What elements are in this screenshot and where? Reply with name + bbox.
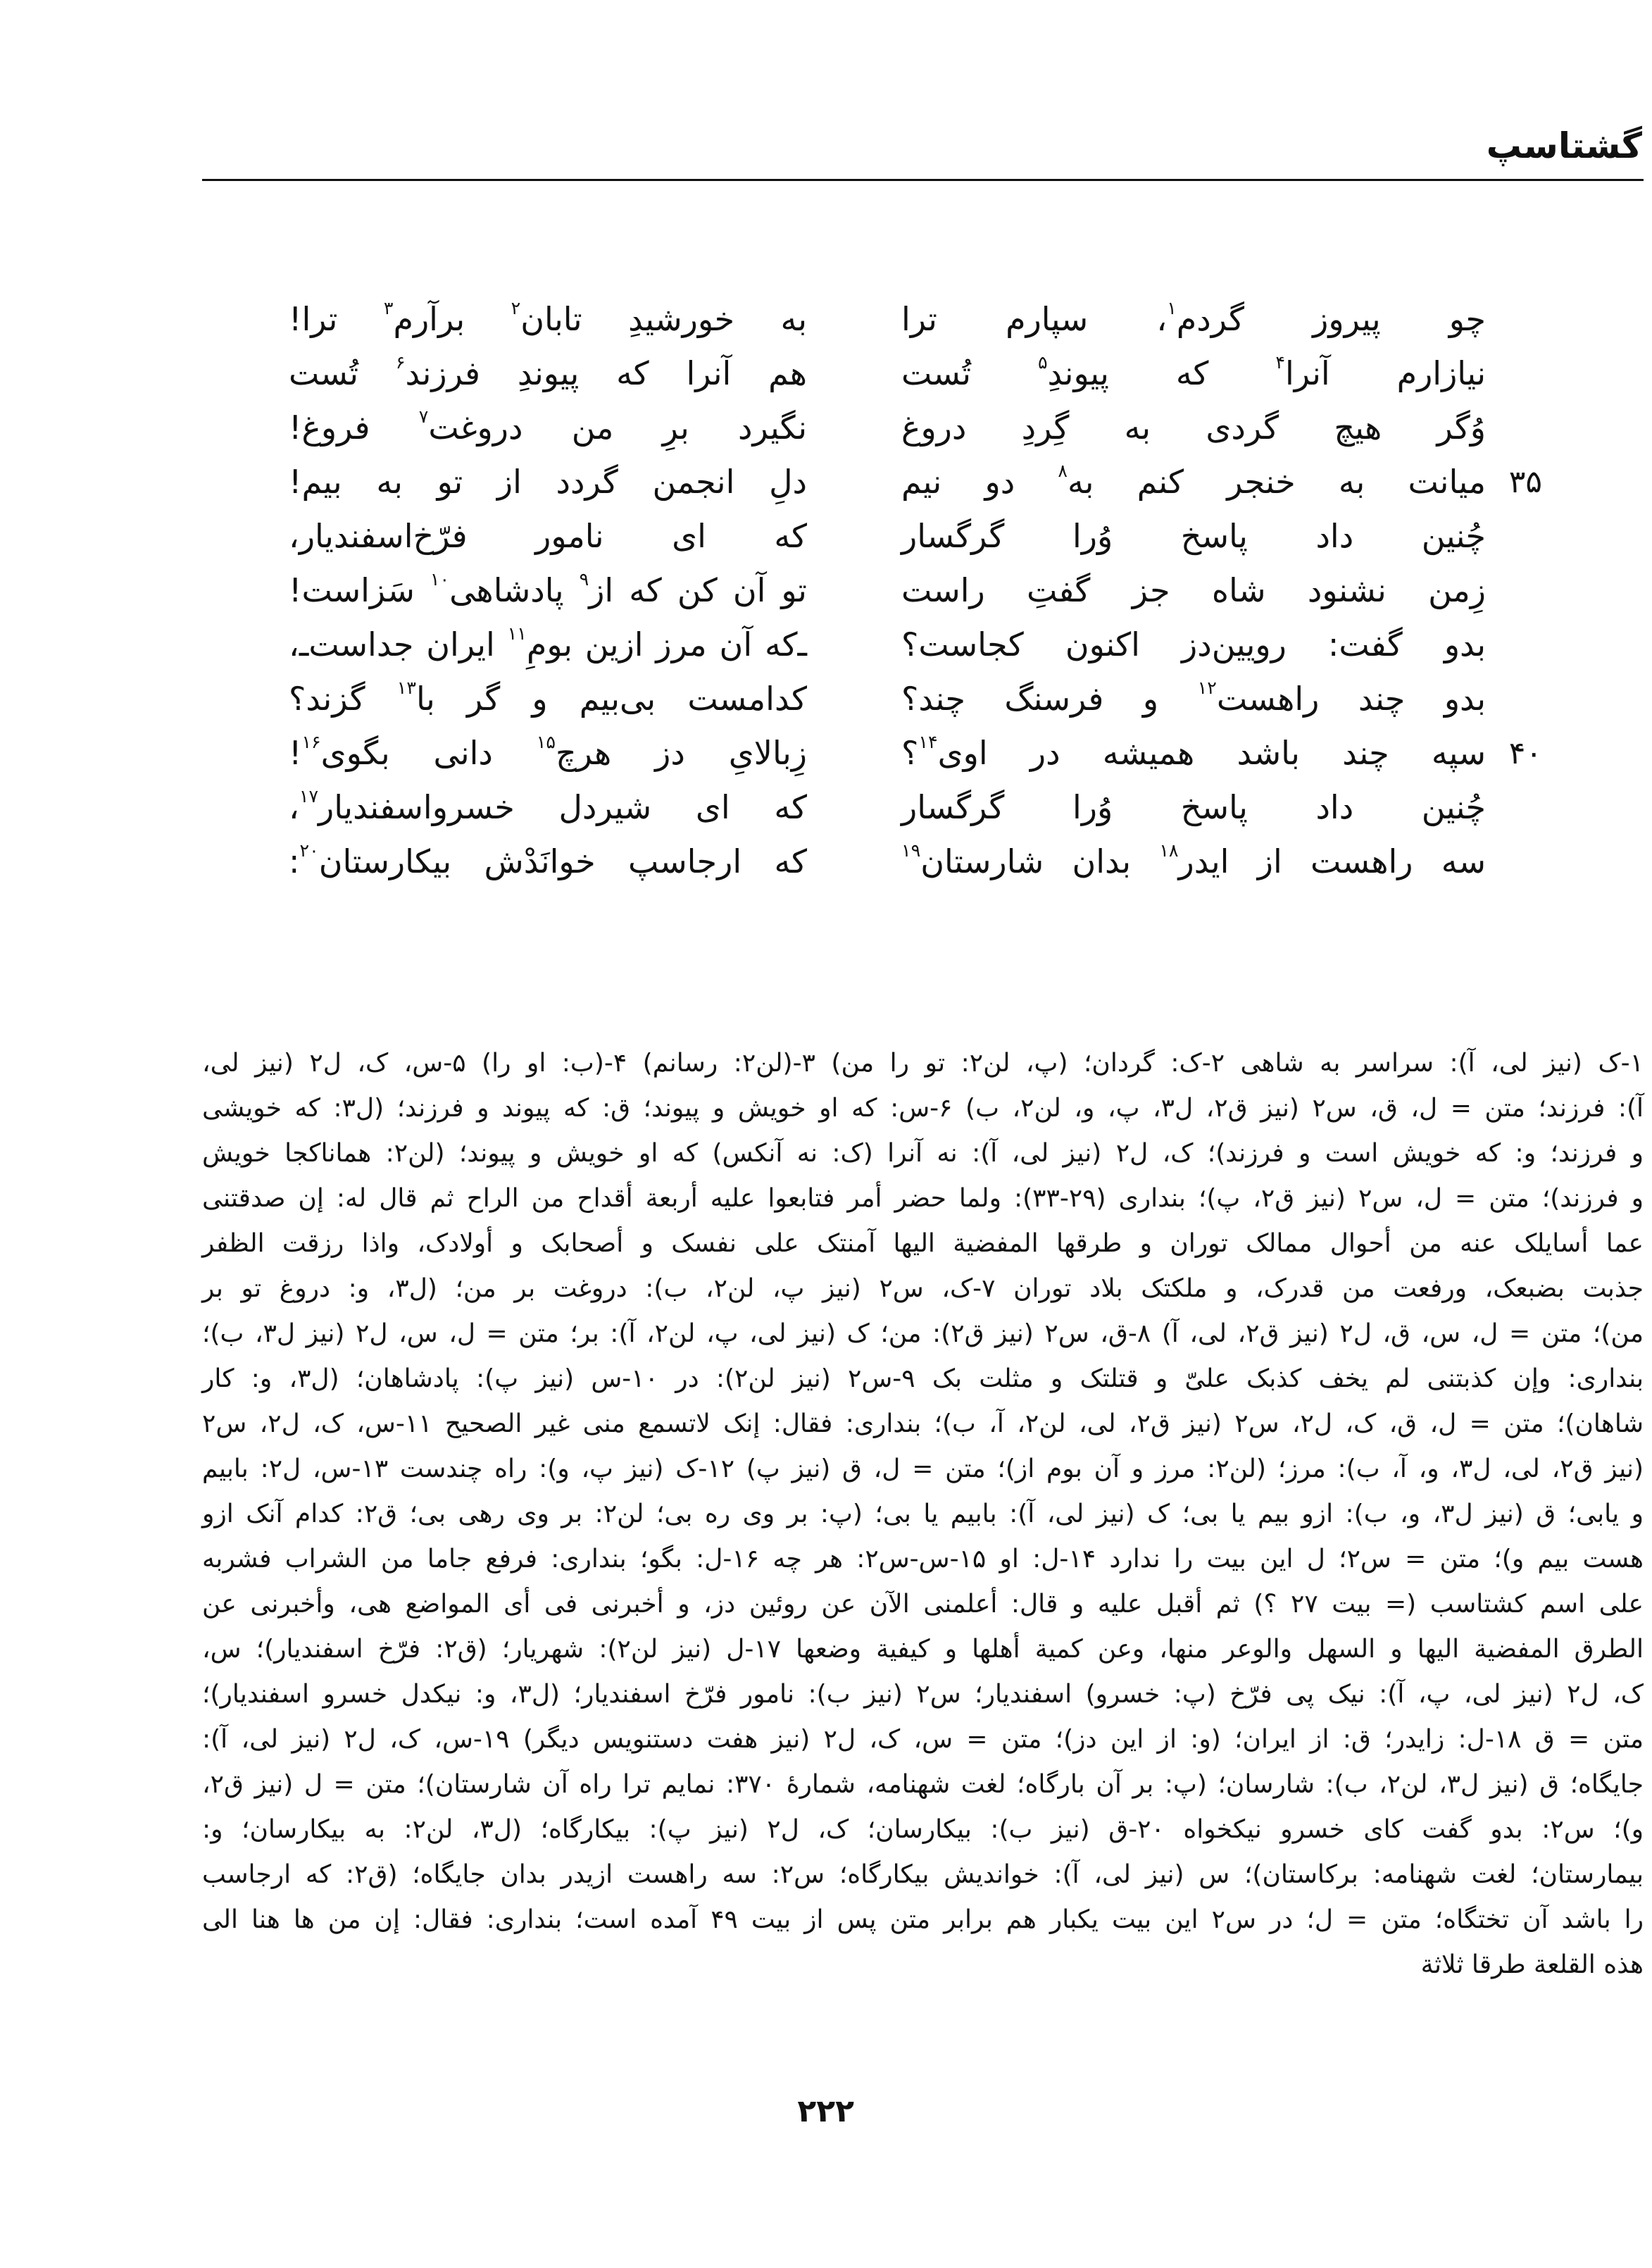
verse-hemistich: وُگر هیچ گردی به گِردِ دروغ: [901, 409, 1486, 447]
footnote-marker: ۴: [1275, 352, 1285, 373]
footnote-line: بیمارستان؛ لغت شهنامه: برکاستان)؛ س (نیز لی، آ): خواندیش بیکارگاه؛ س۲: سه راهست ازیدر بدان جایگاه؛ (ق۲: که ارجاسب: [202, 1860, 1644, 1889]
footnote-marker: ۱۳: [396, 678, 416, 699]
verse-hemistich: تو آن کن که از$^۹$ پادشاهی$^{۱۰}$ سَزاست!: [289, 569, 807, 609]
verse-hemistich: به خورشیدِ تابان$^۲$ برآرم$^۳$ ترا!: [289, 298, 808, 338]
footnote-line: جایگاه؛ ق (نیز ل۳، لن۲، ب): شارسان؛ (پ: بر آن بارگاه؛ لغت شهنامه، شمارهٔ ۳۷۰: نمایم ترا راه آن شارستان)؛ متن = ل (نیز ق۲،: [202, 1770, 1644, 1799]
header-rule: [202, 179, 1644, 181]
poem-first-hemistichs: [901, 292, 1486, 889]
footnote-marker: ۱۵: [536, 732, 556, 753]
footnote-line: را باشد آن تختگاه؛ متن = ل؛ در س۲ این بیت یکبار هم برابر متن پس از بیت ۴۹ آمده است؛ بنداری: فقال: إن من ها هنا الی: [202, 1905, 1644, 1934]
verse-hemistich: دلِ انجمن گردد از تو به بیم!: [289, 463, 807, 501]
verse-hemistich: سه راهست از ایدر$^{۱۸}$ بدان شارستان$^{۱۹}$: [901, 840, 1487, 880]
footnote-marker: ۵: [1037, 352, 1048, 373]
verse-hemistich: که ارجاسپ خوانَدْش بیکارستان$^{۲۰}$:: [289, 840, 807, 880]
verse-hemistich: که ای شیردل خسرواسفندیار$^{۱۷}$،: [289, 786, 807, 826]
footnote-line: و فرزند؛ و: که خویش است و فرزند)؛ ک، ل۲ (نیز لی، آ): نه آنرا (ک: نه آنکس) که او خویش و پیوند؛ (لن۲: هماناکجا خویش: [202, 1139, 1644, 1168]
footnote-marker: ۱۸: [1159, 840, 1179, 861]
footnote-line: (نیز ق۲، لی، ل۳، و، آ، ب): مرز؛ (لن۲: مرز و آن بوم از)؛ متن = ل، ق (نیز پ) ۱۲-ک (نیز پ، و): راه چندست ۱۳-س، ل۲: بابیم: [202, 1454, 1644, 1483]
footnote-marker: ۱۷: [299, 786, 319, 807]
footnote-marker: ۹: [579, 569, 589, 590]
footnote-marker: ۶: [395, 352, 406, 373]
verse-hemistich: سپه چند باشد همیشه در اوی$^{۱۴}$؟: [901, 732, 1486, 772]
verse-hemistich: بدو گفت: رویین‌دز اکنون کجاست؟: [901, 625, 1486, 663]
footnote-line: و یابی؛ ق (نیز ل۳، و، ب): ازو بیم یا بی؛ ک (نیز لی، آ): بابیم یا بی؛ (پ: بر وی ره بی؛ لن۲: بر وی رهی بی؛ ق۲: کدام آنک ازو: [202, 1500, 1644, 1528]
footnote-line: هست بیم و)؛ متن = س۲؛ ل این بیت را ندارد ۱۴-ل: او ۱۵-س-س۲: هر چه ۱۶-ل: بگو؛ بنداری: فرفع جاما من الشراب فشربه: [202, 1545, 1644, 1574]
footnote-line: ۱-ک (نیز لی، آ): سراسر به شاهی ۲-ک: گردان؛ (پ، لن۲: تو را من) ۳-(لن۲: رسانم) ۴-(ب: او را) ۵-س، ک، ل۲ (نیز لی،: [202, 1049, 1644, 1078]
footnote-line: ک، ل۲ (نیز لی، پ، آ): نیک پی فرّخ (پ: خسرو) اسفندیار؛ س۲ (نیز ب): نامور فرّخ اسفندیار؛ (ل۳، و: نیکدل خسرو اسفندیار)؛: [202, 1680, 1644, 1709]
verse-hemistich: هم آنرا که پیوندِ فرزند$^۶$ تُست: [289, 352, 807, 392]
verse-hemistich: چو پیروز گردم$^۱$، سپارم ترا: [901, 298, 1486, 338]
footnote-line: متن = ق ۱۸-ل: زایدر؛ ق: از ایران؛ (و: از این دز)؛ متن = س، ک، ل۲ (نیز هفت دستنویس دیگر) ۱۹-س، ک، ل۲ (نیز لی، آ):: [202, 1725, 1644, 1754]
footnote-line: عما أسایلک عنه من أحوال ممالک توران و طرقها المفضیة الیها آمنتک علی نفسک و أصحابک و أولادک، واذا رزقت الظفر: [202, 1229, 1644, 1258]
running-head-title: گشتاسپ: [1486, 125, 1642, 166]
footnote-line: هذه القلعة طرقا ثلاثة: [1420, 1950, 1644, 1979]
footnote-marker: ۷: [418, 406, 429, 428]
verse-hemistich: نگیرد برِ من دروغت$^۷$ فروغ!: [289, 406, 808, 447]
verse-hemistich: زِبالایِ دز هرچ$^{۱۵}$ دانی بگوی$^{۱۶}$!: [289, 732, 807, 772]
page-number: ۲۲۲: [797, 2093, 854, 2129]
footnote-marker: ۱۴: [918, 732, 938, 753]
footnote-line: من)؛ متن = ل، س، ق، ل۲ (نیز ق۲، لی، آ) ۸-ق، س۲ (نیز ق۲): من؛ ک (نیز لی، پ، لن۲، آ): بر؛ متن = ل، س، ل۲ (نیز ل۳، ب)؛: [202, 1319, 1644, 1348]
verse-hemistich: کدامست بی‌بیم و گر با$^{۱۳}$ گزند؟: [289, 678, 807, 718]
footnote-line: شاهان)؛ متن = ل، ق، ک، ل۲، س۲ (نیز ق۲، لی، لن۲، آ، ب)؛ بنداری: فقال: إنک لاتسمع منی غیر الصحیح ۱۱-س، ک، ل۲، س۲: [202, 1409, 1644, 1438]
verse-hemistich: میانت به خنجر کنم به$^۸$ دو نیم: [901, 461, 1486, 501]
poem-second-hemistichs: [289, 292, 807, 889]
footnote-marker: ۸: [1058, 461, 1068, 482]
verse-hemistich: بدو چند راهست$^{۱۲}$ و فرسنگ چند؟: [901, 678, 1487, 718]
footnote-marker: ۲۰: [299, 840, 319, 861]
footnote-marker: ۲: [511, 298, 521, 319]
verse-number: ۳۵: [1508, 464, 1542, 500]
footnote-marker: ۳: [383, 298, 394, 319]
footnote-marker: ۱۰: [430, 569, 450, 590]
verse-hemistich: زِمن نشنود شاه جز گفتِ راست: [901, 571, 1486, 609]
verse-hemistich: چُنین داد پاسخ وُرا گرگسار: [901, 517, 1486, 555]
verse-hemistich: چُنین داد پاسخ وُرا گرگسار: [901, 788, 1486, 826]
footnote-marker: ۱۶: [301, 732, 321, 753]
footnote-marker: ۱۱: [507, 623, 527, 644]
verse-hemistich: که ای نامور فرّخ‌اسفندیار،: [289, 517, 807, 555]
footnote-line: الطرق المفضیة الیها و السهل والوعر منها، وعن کمیة أهلها و کیفیة وضعها ۱۷-ل (نیز لن۲): شهریار؛ (ق۲: فرّخ اسفندیار)؛ س،: [202, 1635, 1644, 1664]
footnote-line: جذبت بضبعک، ورفعت من قدرک، و ملکتک بلاد توران ۷-ک، س۲ (نیز پ، لن۲، ب): دروغت بر من؛ (ل۳، و: دروغ تو بر: [202, 1274, 1644, 1303]
footnote-line: بنداری: وإن کذبتنی لم یخف کذبک علیّ و قتلتک و مثلت بک ۹-س۲ (نیز لن۲): در ۱۰-س (نیز پ): پادشاهان؛ (ل۳، و: کار: [202, 1364, 1644, 1393]
footnote-line: آ): فرزند؛ متن = ل، ق، س۲ (نیز ق۲، ل۳، پ، و، لن۲، ب) ۶-س: که او خویش و پیوند؛ ق: که پیوند و فرزند؛ (ل۳: که خویشی: [202, 1094, 1644, 1123]
footnote-line: علی اسم کشتاسب (= بیت ۲۷ ؟) ثم أقبل علیه و قال: أعلمنی الآن عن روئین دز، و أخبرنی فی أی المواضع هی، وأخبرنی عن: [202, 1590, 1644, 1619]
verse-hemistich: نیازارم آنرا$^۴$ که پیوندِ$^۵$ تُست: [901, 352, 1486, 392]
footnote-line: و فرزند)؛ متن = ل، س۲ (نیز ق۲، پ)؛ بنداری (۲۹-۳۳): ولما حضر أمر فتابعوا علیه أربعة أقداح من الراح ثم قال له: إن صدقتنی: [202, 1184, 1644, 1213]
verse-hemistich: ـ‌که آن مرز ازین بومِ$^{۱۱}$ ایران جداست‌ـ،: [289, 623, 807, 663]
footnote-marker: ۱۲: [1197, 678, 1217, 699]
footnote-line: و)؛ س۲: بدو گفت کای خسرو نیکخواه ۲۰-ق (نیز ب): بیکارسان؛ ک، ل۲ (نیز پ): بیکارگاه؛ (ل۳، لن۲: به بیکارسان؛ و:: [202, 1815, 1644, 1844]
footnote-marker: ۱۹: [901, 840, 921, 861]
footnote-marker: ۱: [1167, 298, 1177, 319]
verse-number: ۴۰: [1508, 735, 1542, 771]
critical-apparatus-footnotes: [202, 1041, 1644, 1988]
